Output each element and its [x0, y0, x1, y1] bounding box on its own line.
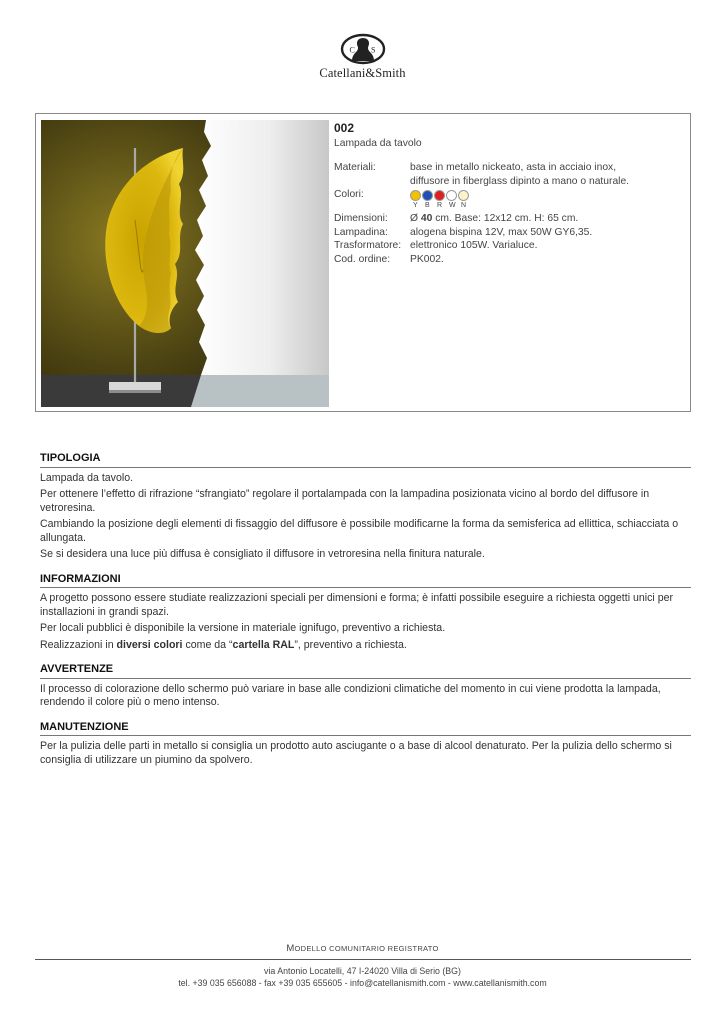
- spec-label: Colori:: [334, 189, 364, 200]
- diameter-value: 40: [420, 213, 433, 224]
- color-dot-blue: [422, 190, 433, 201]
- spec-row-dimensioni: [334, 212, 680, 226]
- description-sections: [40, 452, 691, 778]
- section-informazioni: [40, 573, 691, 653]
- spec-value: alogena bispina 12V, max 50W GY6,35.: [410, 226, 593, 238]
- model-initial: M: [286, 943, 295, 954]
- paragraph: Per la pulizia delle parti in metallo si consiglia un prodotto auto asciugante o a base di alcool denaturato. Per la pulizia dello schermo si consiglia di utilizzare un piumino da spolvero.: [40, 740, 672, 766]
- registered-model-note: [0, 943, 725, 954]
- paragraph: [40, 639, 691, 653]
- section-title: INFORMAZIONI: [40, 573, 691, 589]
- text-run: ”, preventivo a richiesta.: [294, 638, 407, 651]
- model-rest: ODELLO COMUNITARIO REGISTRATO: [294, 944, 439, 953]
- bold-run: diversi colori: [116, 638, 183, 651]
- text-run: come da “: [182, 638, 233, 651]
- brand-logo: [0, 33, 725, 81]
- spec-value: [410, 212, 680, 226]
- paragraph: Se si desidera una luce più diffusa è consigliato il diffusore in vetroresina nella finitura naturale.: [40, 548, 485, 560]
- color-swatches: [410, 188, 680, 212]
- brand-name: Catellani&Smith: [319, 66, 406, 80]
- logo-emblem-icon: [340, 33, 386, 65]
- spec-value: [410, 161, 680, 188]
- section-title: AVVERTENZE: [40, 663, 691, 679]
- section-title: TIPOLOGIA: [40, 452, 691, 468]
- diameter-symbol: Ø: [410, 213, 421, 224]
- color-dot-red: [434, 190, 445, 201]
- spec-label: Materiali:: [334, 162, 376, 173]
- spec-row-lampadina: [334, 226, 680, 240]
- paragraph: Cambiando la posizione degli elementi di fissaggio del diffusore è possibile modificarne la forma da semisferica ad ellittica, schiacciata o allungata.: [40, 518, 679, 544]
- spec-row-trasformatore: [334, 239, 680, 253]
- product-specs: [334, 122, 680, 266]
- spec-label: Cod. ordine:: [334, 253, 391, 265]
- color-letter: B: [425, 202, 430, 209]
- paragraph: Il processo di colorazione dello schermo può variare in base alle condizioni climatiche del momento in cui viene prodotta la lampada, rendendo il colore più o meno intenso.: [40, 682, 661, 708]
- color-dot-yellow: [410, 190, 421, 201]
- spec-label: Lampadina:: [334, 226, 388, 238]
- paragraph: Lampada da tavolo.: [40, 471, 134, 484]
- logo-letter-s: S: [370, 45, 375, 55]
- spec-row-codice-ordine: [334, 253, 680, 267]
- color-dot-natural: [458, 190, 469, 201]
- product-photo: [41, 120, 329, 407]
- page-footer: [0, 943, 725, 989]
- color-letter: N: [461, 202, 467, 209]
- color-letter: W: [449, 202, 456, 209]
- section-tipologia: [40, 452, 691, 562]
- dimensions-text: cm. Base: 12x12 cm. H: 65 cm.: [432, 213, 579, 224]
- spec-value-line: base in metallo nickeato, asta in acciaio inox,: [410, 162, 617, 173]
- footer-divider: [35, 959, 691, 960]
- spec-value: elettronico 105W. Varialuce.: [410, 240, 538, 251]
- spec-label: Dimensioni:: [334, 213, 388, 224]
- paragraph: Per ottenere l’effetto di rifrazione “sfrangiato” regolare il portalampada con la lampadina posizionata vicino al bordo del diffusore in vetroresina.: [40, 488, 650, 514]
- section-manutenzione: [40, 721, 691, 768]
- bold-run: cartella RAL: [232, 638, 295, 651]
- spec-value: PK002.: [410, 253, 444, 265]
- spec-row-colori: [334, 188, 680, 212]
- text-run: Realizzazioni in: [40, 638, 117, 651]
- section-avvertenze: [40, 663, 691, 710]
- color-dot-white: [446, 190, 457, 201]
- paragraph: A progetto possono essere studiate realizzazioni speciali per dimensioni e forma; è infatti possibile eseguire a richiesta oggetti unici per installazioni in grandi spazi.: [40, 592, 674, 618]
- product-code: 002: [334, 121, 355, 135]
- color-letter: Y: [413, 202, 418, 209]
- paragraph: Per locali pubblici è disponibile la versione in materiale ignifugo, preventivo a richiesta.: [40, 622, 446, 634]
- product-subtitle: Lampada da tavolo: [334, 137, 422, 149]
- footer-address: via Antonio Locatelli, 47 I-24020 Villa di Serio (BG): [264, 966, 461, 976]
- spec-value-line: diffusore in fiberglass dipinto a mano o naturale.: [410, 175, 630, 187]
- section-title: MANUTENZIONE: [40, 721, 691, 737]
- logo-letter-c: C: [349, 45, 355, 55]
- product-card: [35, 113, 691, 412]
- color-letter: R: [437, 202, 443, 209]
- footer-contacts: tel. +39 035 656088 - fax +39 035 655605 - info@catellanismith.com - www.catellanismith.com: [178, 977, 547, 988]
- spec-label: Trasformatore:: [334, 240, 402, 251]
- spec-row-materiali: [334, 161, 680, 188]
